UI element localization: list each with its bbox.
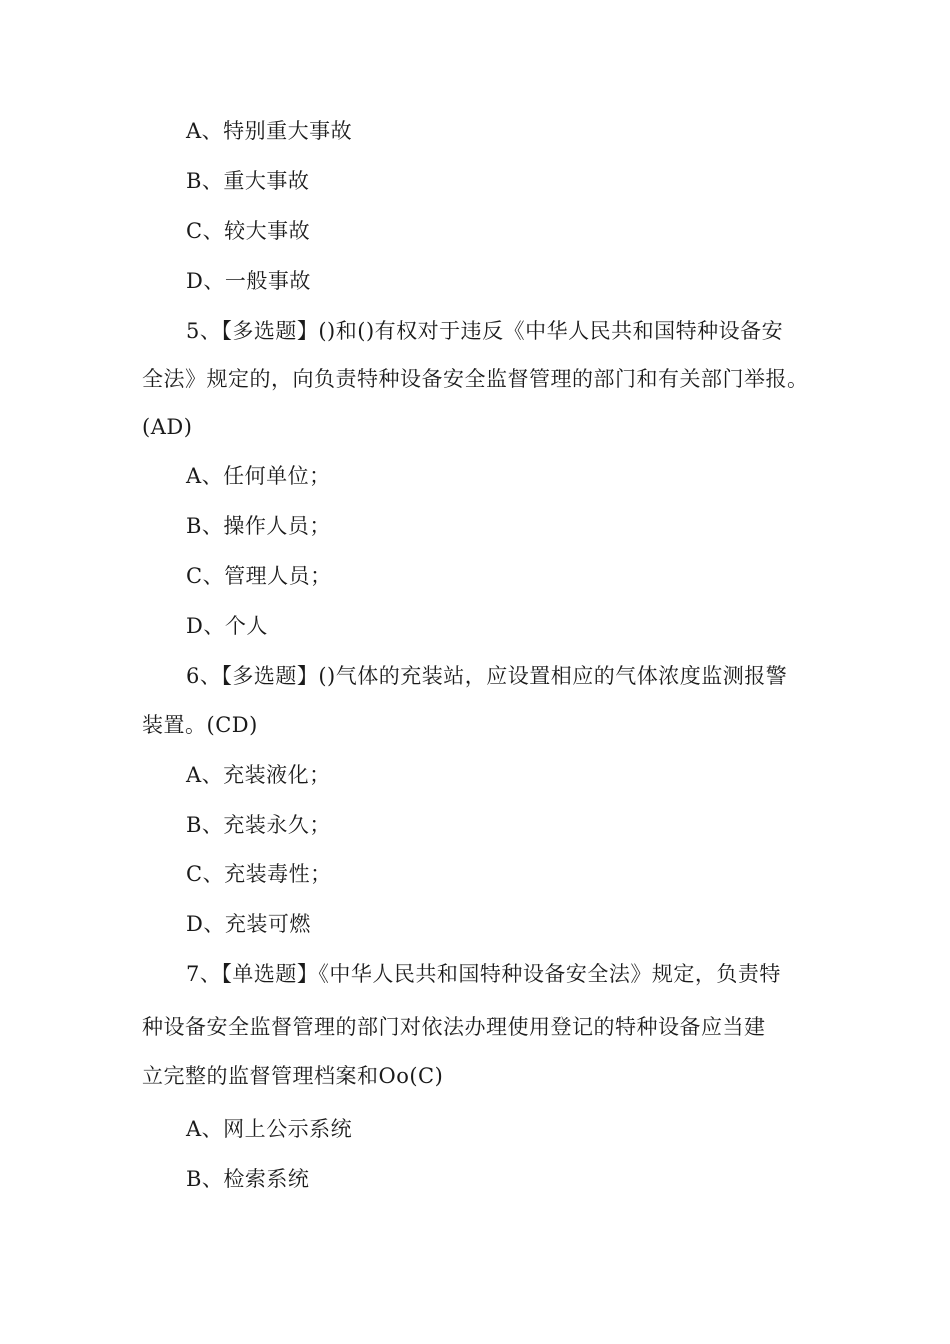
q5-option-b: B、操作人员； bbox=[186, 514, 331, 538]
q7-option-a: A、网上公示系统 bbox=[186, 1117, 353, 1141]
q7-stem-line-3: 立完整的监督管理档案和Oo(C) bbox=[142, 1064, 444, 1088]
q5-stem-line-2: 全法》规定的，向负责特种设备安全监督管理的部门和有关部门举报。 bbox=[142, 367, 809, 391]
q4-option-a: A、特别重大事故 bbox=[186, 119, 353, 143]
q6-option-b: B、充装永久； bbox=[186, 813, 331, 837]
q4-option-b: B、重大事故 bbox=[186, 169, 310, 193]
q5-stem-line-1: 5、【多选题】()和()有权对于违反《中华人民共和国特种设备安 bbox=[186, 319, 784, 343]
q7-stem-line-2: 种设备安全监督管理的部门对依法办理使用登记的特种设备应当建 bbox=[142, 1015, 766, 1039]
q7-option-b: B、检索系统 bbox=[186, 1167, 310, 1191]
q5-option-d: D、个人 bbox=[186, 614, 268, 638]
q6-stem-line-1: 6、【多选题】()气体的充装站，应设置相应的气体浓度监测报警 bbox=[186, 664, 788, 688]
q5-stem-line-3: (AD) bbox=[142, 415, 193, 439]
q5-option-a: A、任何单位； bbox=[186, 464, 331, 488]
q4-option-d: D、一般事故 bbox=[186, 269, 311, 293]
q6-option-c: C、充装毒性； bbox=[186, 862, 332, 886]
q6-option-a: A、充装液化； bbox=[186, 763, 331, 787]
q6-stem-line-2: 装置。(CD) bbox=[142, 713, 258, 737]
q4-option-c: C、较大事故 bbox=[186, 219, 311, 243]
q5-option-c: C、管理人员； bbox=[186, 564, 332, 588]
q6-option-d: D、充装可燃 bbox=[186, 912, 311, 936]
q7-stem-line-1: 7、【单选题】《中华人民共和国特种设备安全法》规定，负责特 bbox=[186, 962, 781, 986]
